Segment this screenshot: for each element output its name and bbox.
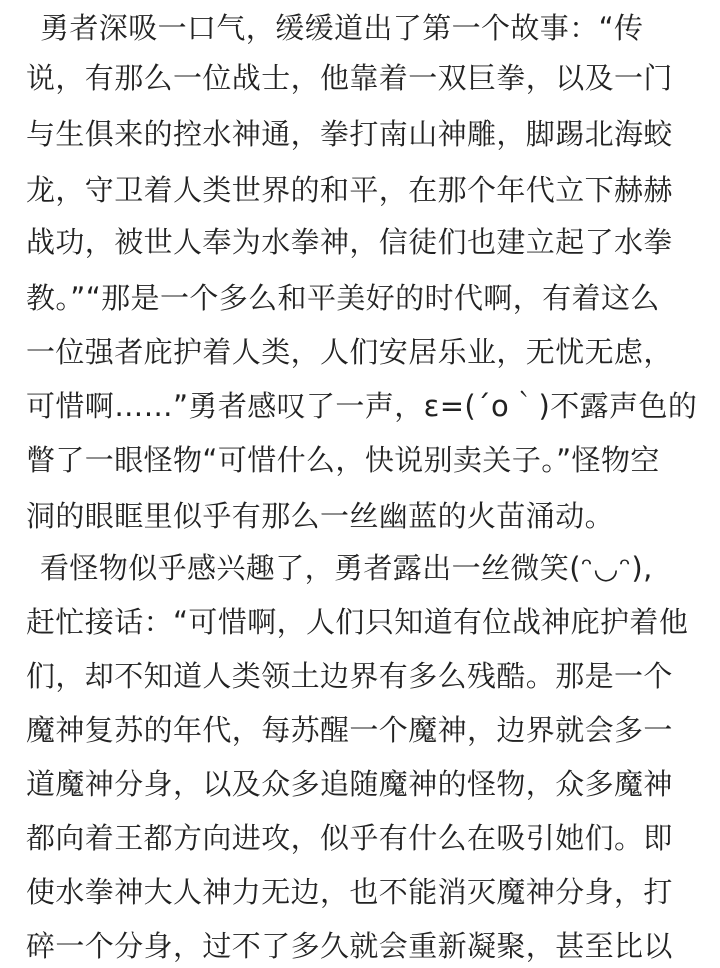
text-line: 们，却不知道人类领土边界有多么残酷。那是一个 (26, 659, 673, 693)
text-line: 赶忙接话：“可惜啊，人们只知道有位战神庇护着他 (26, 605, 689, 639)
text-line: 道魔神分身，以及众多追随魔神的怪物，众多魔神 (26, 767, 673, 801)
text-line: 勇者深吸一口气，缓缓道出了第一个故事：“传 (40, 11, 644, 45)
text-line: 都向着王都方向进攻，似乎有什么在吸引她们。即 (26, 821, 673, 855)
text-line: 碎一个分身，过不了多久就会重新凝聚，甚至比以 (26, 929, 673, 963)
text-line: 瞥了一眼怪物“可惜什么，快说别卖关子。”怪物空 (26, 443, 660, 477)
text-line: 教。”“那是一个多么和平美好的时代啊，有着这么 (26, 281, 660, 315)
text-line: 一位强者庇护着人类，人们安居乐业，无忧无虑， (26, 335, 673, 369)
text-line: 与生俱来的控水神通，拳打南山神雕，脚踢北海蛟 (26, 117, 673, 151)
text-line: 魔神复苏的年代，每苏醒一个魔神，边界就会多一 (26, 713, 673, 747)
text-line: 使水拳神大人神力无边，也不能消灭魔神分身，打 (26, 875, 673, 909)
text-line: 洞的眼眶里似乎有那么一丝幽蓝的火苗涌动。 (26, 499, 615, 533)
text-line: 说，有那么一位战士，他靠着一双巨拳，以及一门 (26, 61, 673, 95)
text-line: 战功，被世人奉为水拳神，信徒们也建立起了水拳 (26, 225, 673, 259)
text-line: 看怪物似乎感兴趣了，勇者露出一丝微笑(ᵔ◡ᵔ), (40, 551, 653, 585)
text-line: 可惜啊……”勇者感叹了一声，ε=(´ο｀)不露声色的 (26, 389, 698, 423)
text-line: 龙，守卫着人类世界的和平，在那个年代立下赫赫 (26, 173, 673, 207)
